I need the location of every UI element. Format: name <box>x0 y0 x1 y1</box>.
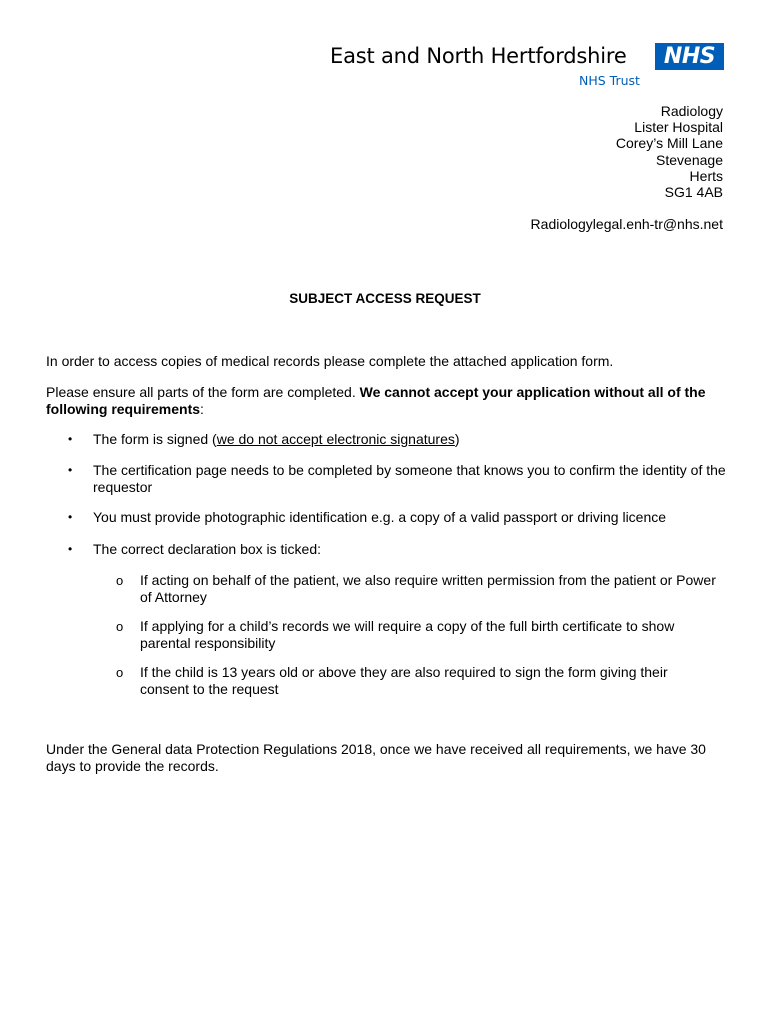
requirements-colon: : <box>200 400 204 417</box>
nhs-logo: NHS <box>655 43 724 70</box>
list-item: The certification page needs to be completed by someone that knows you to confirm the identity of the requestor <box>93 462 726 495</box>
bullet-marker: • <box>68 542 73 556</box>
address-block <box>616 103 723 200</box>
contact-email[interactable]: Radiologylegal.enh-tr@nhs.net <box>530 216 723 232</box>
list-item <box>93 431 733 448</box>
address-line: Radiology <box>660 103 723 119</box>
requirements-text: Please ensure all parts of the form are completed. <box>46 384 360 400</box>
list-item-underlined: we do not accept electronic signatures <box>216 431 455 447</box>
organization-name: East and North Hertfordshire <box>330 44 627 68</box>
bullet-marker: • <box>68 432 73 446</box>
list-item: The correct declaration box is ticked: <box>93 541 321 557</box>
sub-list-item: If applying for a child’s records we will require a copy of the full birth certificate to show parental responsibility <box>140 618 675 651</box>
intro-paragraph: In order to access copies of medical records please complete the attached application form. <box>46 353 614 369</box>
sub-bullet-marker: o <box>116 573 124 588</box>
address-line: Herts <box>689 167 723 184</box>
sub-list-item: If acting on behalf of the patient, we also require written permission from the patient or Power of Attorney <box>140 572 716 605</box>
bullet-marker: • <box>68 510 73 524</box>
requirements-emphasis: We cannot accept your application without all of the following requirements <box>46 384 706 417</box>
bullet-marker: • <box>68 463 73 477</box>
list-item-text: ) <box>454 431 460 447</box>
address-line: SG1 4AB <box>664 184 723 201</box>
sub-bullet-marker: o <box>116 619 124 634</box>
list-item: You must provide photographic identification e.g. a copy of a valid passport or driving licence <box>93 509 667 525</box>
requirements-paragraph <box>46 384 736 417</box>
address-line: Lister Hospital <box>634 119 723 136</box>
document-title: SUBJECT ACCESS REQUEST <box>289 291 481 306</box>
list-item-text: The form is signed ( <box>93 431 217 447</box>
closing-paragraph: Under the General data Protection Regulations 2018, once we have received all requirements, we have 30 days to provide the records. <box>46 741 706 774</box>
sub-bullet-marker: o <box>116 665 124 680</box>
address-line: Corey’s Mill Lane <box>615 135 723 152</box>
sub-list-item: If the child is 13 years old or above they are also required to sign the form giving their consent to the request <box>140 664 668 697</box>
organization-subtitle: NHS Trust <box>579 73 640 88</box>
address-line: Stevenage <box>656 151 723 168</box>
